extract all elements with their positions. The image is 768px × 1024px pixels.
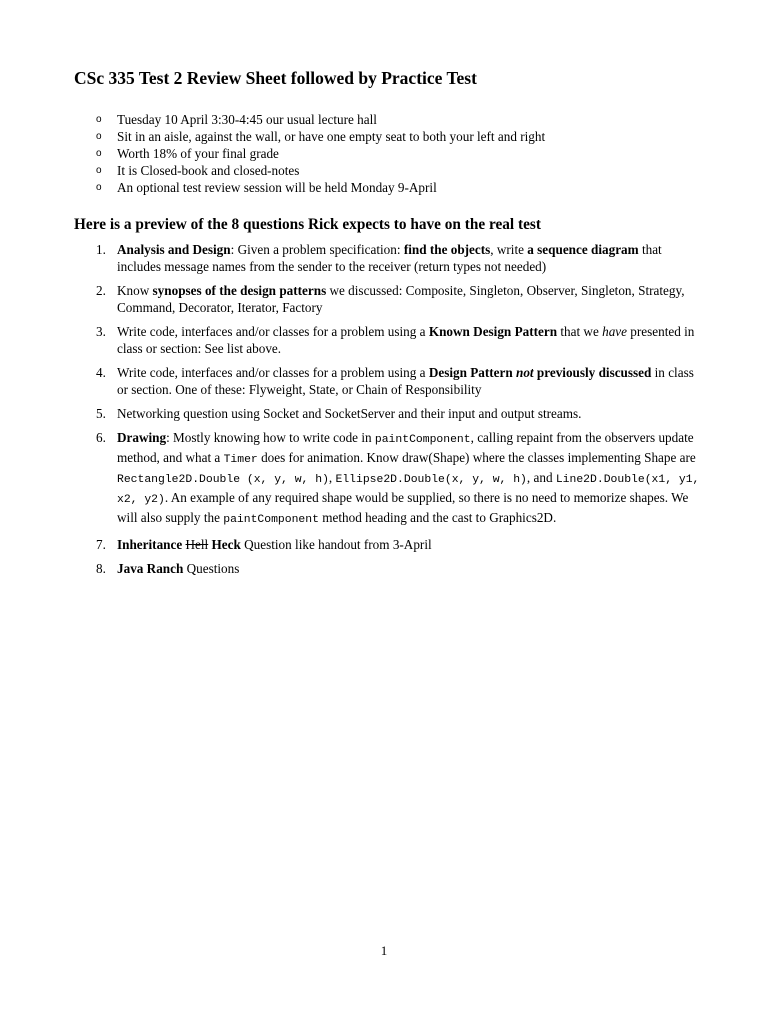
question-text-segment: Write code, interfaces and/or classes for a problem using a xyxy=(117,365,429,380)
question-number: 3. xyxy=(96,324,106,339)
question-number: 1. xyxy=(96,242,106,257)
code-text: Ellipse2D.Double(x, y, w, h) xyxy=(335,474,527,486)
page-title: CSc 335 Test 2 Review Sheet followed by Practice Test xyxy=(74,68,477,88)
question-text-segment: Hell xyxy=(185,537,209,552)
question-text xyxy=(117,283,685,315)
bullet-text: An optional test review session will be held Monday 9-April xyxy=(117,180,437,195)
question-number: 6. xyxy=(96,430,106,445)
bullet-item xyxy=(96,145,545,162)
question-text-segment: Know xyxy=(117,283,153,298)
question-number: 4. xyxy=(96,365,106,380)
question-text-segment: find the objects xyxy=(403,242,491,257)
question-text-segment: presented in class or section: See list above. xyxy=(117,324,695,356)
question-text xyxy=(117,324,694,356)
question-text-segment: Write code, interfaces and/or classes for a problem using a xyxy=(117,324,429,339)
question-number: 8. xyxy=(96,561,106,576)
question-text-segment: Known Design Pattern xyxy=(428,324,558,339)
question-text-segment: in class or section. One of these: Flyweight, State, or Chain of Responsibility xyxy=(117,365,694,397)
question-text-segment: Drawing xyxy=(117,430,167,445)
question-text-segment: a sequence diagram xyxy=(527,242,639,257)
question-text-segment: synopses of the design patterns xyxy=(152,283,327,298)
question-item xyxy=(96,536,706,553)
question-text xyxy=(117,430,699,525)
code-text: Timer xyxy=(223,454,258,466)
bullet-item xyxy=(96,179,545,196)
question-item xyxy=(96,282,706,316)
question-text xyxy=(117,406,581,421)
question-item xyxy=(96,405,706,422)
question-text-segment: Heck xyxy=(208,537,241,552)
question-text xyxy=(117,537,432,552)
code-text: Rectangle2D.Double (x, y, w, h) xyxy=(117,474,329,486)
question-text-segment: method heading and the cast to Graphics2D. xyxy=(318,510,557,525)
bullet-marker-icon: o xyxy=(96,148,102,159)
question-text-segment: : Mostly knowing how to write code in xyxy=(166,430,375,445)
question-text-segment: Inheritance xyxy=(117,537,186,552)
question-item xyxy=(96,560,706,577)
question-text-segment: Analysis and Design xyxy=(117,242,231,257)
question-text-segment: , calling repaint from the observers update method, and what a xyxy=(117,430,694,465)
code-text: paintComponent xyxy=(223,514,319,526)
question-text-segment: Question like handout from 3-April xyxy=(240,537,432,552)
bullet-marker-icon: o xyxy=(96,114,102,125)
question-item xyxy=(96,429,706,529)
question-text-segment: that we xyxy=(557,324,603,339)
code-text: paintComponent xyxy=(374,434,471,446)
question-text-segment: does for animation. Know draw(Shape) where the classes implementing Shape are xyxy=(257,450,696,465)
question-text-segment: Design Pattern xyxy=(428,365,516,380)
question-item xyxy=(96,241,706,275)
bullet-item xyxy=(96,128,545,145)
bullet-marker-icon: o xyxy=(96,165,102,176)
question-text-segment: , write xyxy=(490,242,528,257)
bullet-marker-icon: o xyxy=(96,131,102,142)
question-number: 5. xyxy=(96,406,106,421)
info-bullet-list xyxy=(96,111,545,196)
question-text xyxy=(117,242,662,274)
bullet-text: It is Closed-book and closed-notes xyxy=(117,163,300,178)
question-item xyxy=(96,364,706,398)
preview-heading: Here is a preview of the 8 questions Rick expects to have on the real test xyxy=(74,216,541,233)
bullet-text: Sit in an aisle, against the wall, or have one empty seat to both your left and right xyxy=(117,129,546,144)
question-number: 2. xyxy=(96,283,106,298)
question-number: 7. xyxy=(96,537,106,552)
bullet-text: Worth 18% of your final grade xyxy=(117,146,279,161)
question-text-segment: previously discussed xyxy=(533,365,652,380)
question-item xyxy=(96,323,706,357)
bullet-item xyxy=(96,111,545,128)
question-list xyxy=(96,241,706,584)
question-text-segment: that includes message names from the sender to the receiver (return types not needed) xyxy=(117,242,662,274)
bullet-marker-icon: o xyxy=(96,182,102,193)
question-text-segment: we discussed: Composite, Singleton, Observer, Singleton, Strategy, Command, Decorator, Iterator, Factory xyxy=(117,283,685,315)
question-text xyxy=(117,365,694,397)
question-text-segment: Java Ranch xyxy=(117,561,184,576)
question-text-segment: . An example of any required shape would be supplied, so there is no need to memorize shapes. We will also supply the xyxy=(117,490,689,525)
question-text-segment: not xyxy=(516,365,534,380)
question-text-segment: , xyxy=(328,470,336,485)
question-text-segment: Questions xyxy=(183,561,240,576)
code-text: Line2D.Double(x1, y1, x2, y2) xyxy=(117,474,700,506)
question-text-segment: have xyxy=(602,324,627,339)
page-number: 1 xyxy=(380,943,388,958)
bullet-text: Tuesday 10 April 3:30-4:45 our usual lecture hall xyxy=(117,112,377,127)
question-text xyxy=(117,561,239,576)
bullet-item xyxy=(96,162,545,179)
question-text-segment: : Given a problem specification: xyxy=(230,242,404,257)
question-text-segment: Networking question using Socket and SocketServer and their input and output streams. xyxy=(117,406,582,421)
question-text-segment: , and xyxy=(526,470,556,485)
